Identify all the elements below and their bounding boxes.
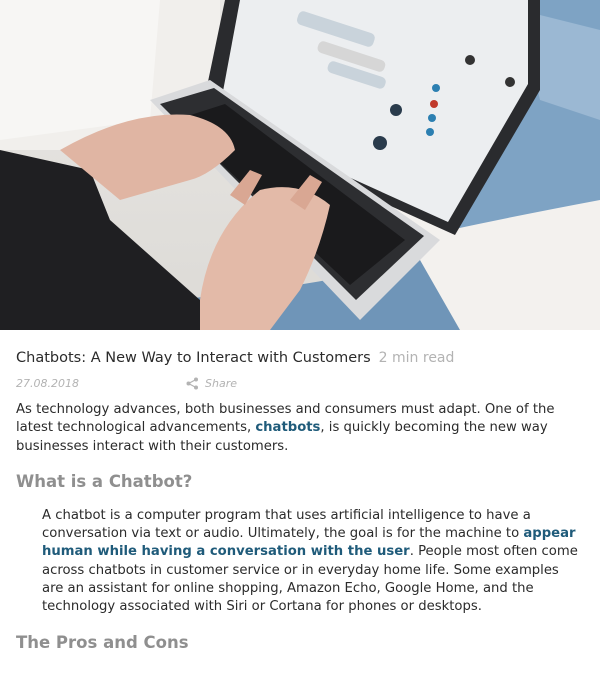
intro-paragraph (16, 401, 584, 456)
article-title: Chatbots: A New Way to Interact with Customers (16, 350, 371, 366)
article (0, 350, 600, 652)
intro-text-end: , is quickly becoming the new way businesses interact with their customers. (16, 420, 548, 454)
appear-human-link[interactable]: appear human while having a conversation with the user (42, 526, 576, 560)
laptop-chatbot-photo (0, 0, 600, 330)
section1-text-start: A chatbot is a computer program that uses artificial intelligence to have a conversation via text or audio. Ultimately, the goal is for the machine to (42, 507, 531, 542)
publish-date: 27.08.2018 (16, 377, 79, 390)
read-time: 2 min read (378, 350, 455, 366)
article-header (16, 350, 584, 372)
article-meta (16, 375, 584, 397)
share-icon (186, 377, 199, 390)
section-heading-what-is-chatbot: What is a Chatbot? (16, 471, 193, 491)
share-label: Share (205, 377, 237, 390)
share-button[interactable] (186, 377, 237, 390)
section1-text-end: . People most often come across chatbots in customer service or in everyday home life. Some examples are an assistant for online shopping, Amazon Echo, Google Home, and the technology associated with Siri or Cortana for phones or desktops. (42, 544, 578, 615)
intro-text-start: As technology advances, both businesses and consumers must adapt. One of the latest technological advancements, (16, 402, 555, 436)
chatbots-link[interactable]: chatbots (255, 420, 321, 436)
section-heading-pros-and-cons: The Pros and Cons (16, 632, 189, 652)
section1-paragraph (16, 507, 584, 617)
hero-image (0, 0, 600, 330)
